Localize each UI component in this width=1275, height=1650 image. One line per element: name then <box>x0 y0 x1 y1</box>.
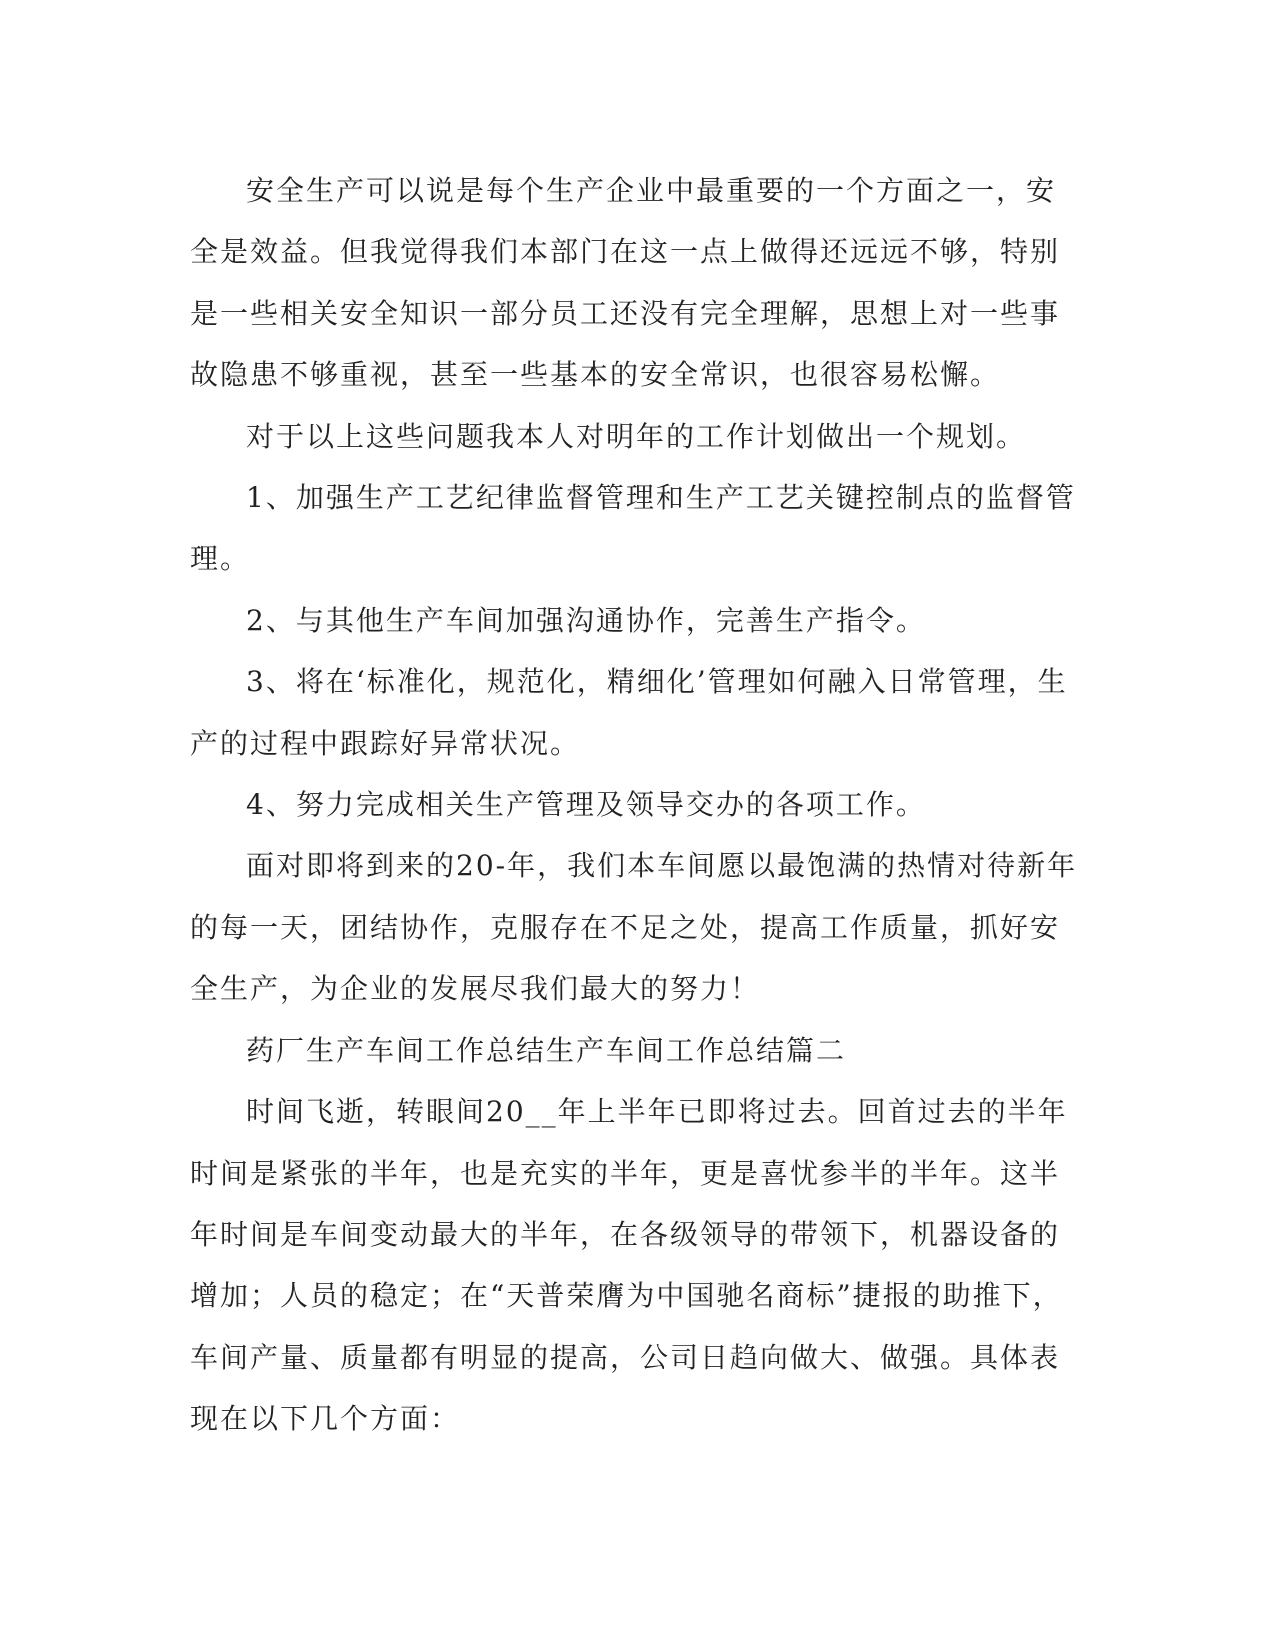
paragraph-plan-intro: 对于以上这些问题我本人对明年的工作计划做出一个规划。 <box>246 419 1027 453</box>
paragraph-item-4: 4、努力完成相关生产管理及领导交办的各项工作。 <box>246 788 926 822</box>
paragraph-item-3: 3、将在‘标准化，规范化，精细化’管理如何融入日常管理，生产的过程中跟踪好异常状况。 <box>190 665 1068 760</box>
paragraph-item-2: 2、与其他生产车间加强沟通协作，完善生产指令。 <box>246 603 926 637</box>
section-heading: 药厂生产车间工作总结生产车间工作总结篇二 <box>246 1033 847 1067</box>
paragraph-new-year: 面对即将到来的20-年，我们本车间愿以最饱满的热情对待新年的每一天，团结协作，克服存在不足之处，提高工作质量，抓好安全生产，为企业的发展尽我们最大的努力！ <box>190 849 1078 1006</box>
document-body <box>190 160 1085 1450</box>
paragraph-safety: 安全生产可以说是每个生产企业中最重要的一个方面之一，安全是效益。但我觉得我们本部门在这一点上做得还远远不够，特别是一些相关安全知识一部分员工还没有完全理解，思想上对一些事故隐患不够重视，甚至一些基本的安全常识，也很容易松懈。 <box>190 174 1061 392</box>
paragraph-half-year: 时间飞逝，转眼间20__年上半年已即将过去。回首过去的半年时间是紧张的半年，也是充实的半年，更是喜忧参半的半年。这半年时间是车间变动最大的半年，在各级领导的带领下，机器设备的增加；人员的稳定；在“天普荣膺为中国驰名商标”捷报的助推下，车间产量、质量都有明显的提高，公司日趋向做大、做强。具体表现在以下几个方面： <box>190 1095 1068 1436</box>
paragraph-item-1: 1、加强生产工艺纪律监督管理和生产工艺关键控制点的监督管理。 <box>190 481 1076 576</box>
